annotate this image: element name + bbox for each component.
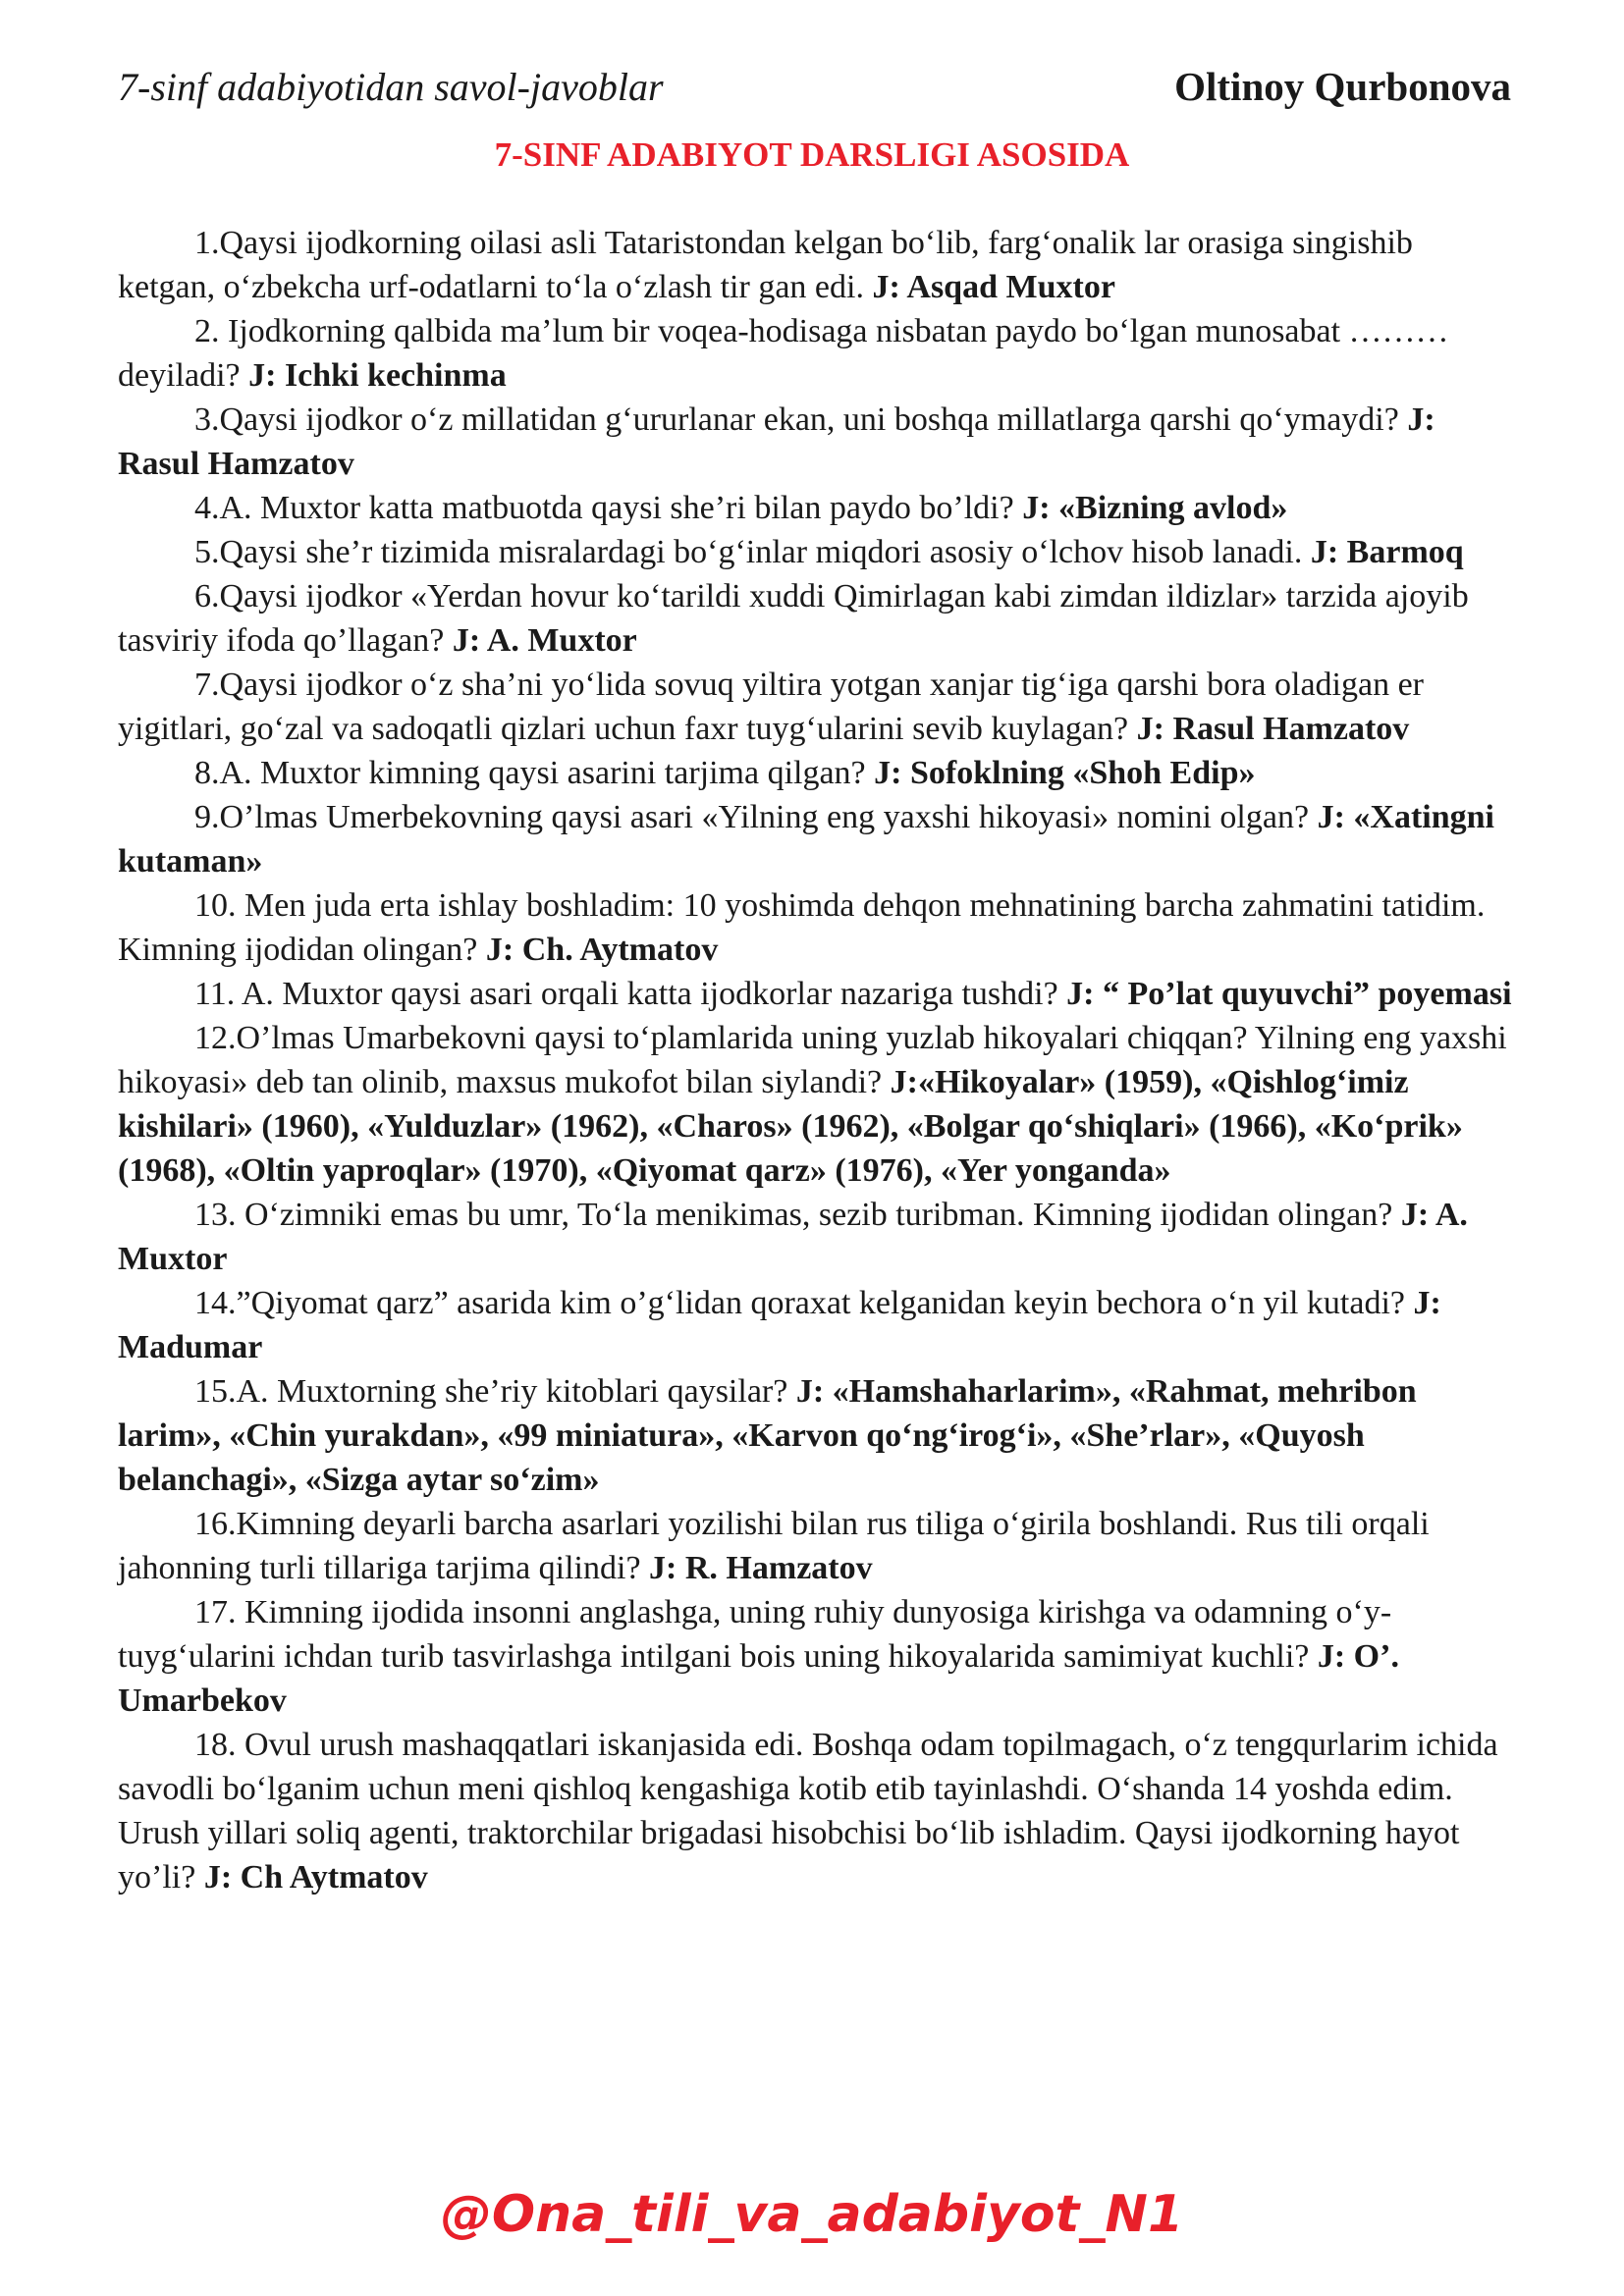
answer-text: J:«Hikoyalar» (1959), «Qishlog‘imiz kishilari» (1960), «Yulduzlar» (1962), «Charos» (1962), «Bolgar qo‘shiqlari» (1966), «Ko‘prik» (1968), «Oltin yaproqlar» (1970), «Qiyomat qarz» (1976), «Yer yonganda» [118,1064,1463,1189]
question-text: 16.Kimning deyarli barcha asarlari yozilishi bilan rus tiliga o‘girila boshlandi. Rus tili orqali jahonning turli tillariga tarjima qilindi? [118,1506,1430,1586]
qa-item [118,972,1512,1016]
qa-item [118,1281,1512,1369]
qa-item [118,486,1512,530]
answer-text: J: Sofoklning «Shoh Edip» [874,755,1256,791]
answer-text: J: R. Hamzatov [649,1550,873,1586]
answer-text: J: Ch. Aytmatov [485,932,719,968]
question-text: 2. Ijodkorning qalbida ma’lum bir voqea-hodisaga nisbatan paydo bo‘lgan munosabat ………deyiladi? [118,313,1449,394]
question-text: 7.Qaysi ijodkor o‘z sha’ni yo‘lida sovuq yiltira yotgan xanjar tig‘iga qarshi bora oladigan er yigitlari, go‘zal va sadoqatli qizlari uchun faxr tuyg‘ularini sevib kuylagan? [118,667,1425,747]
question-text: 15.A. Muxtorning she’riy kitoblari qaysilar? [194,1373,796,1410]
header-author: Oltinoy Qurbonova [1174,64,1511,109]
answer-text: J: Rasul Hamzatov [1136,711,1410,747]
qa-item [118,574,1512,663]
qa-item [118,398,1512,486]
qa-item [118,221,1512,309]
answer-text: J: “ Po’lat quyuvchi” poyemasi [1066,976,1512,1012]
qa-list [118,221,1512,1899]
question-text: 4.A. Muxtor katta matbuotda qaysi she’ri bilan paydo bo’ldi? [194,490,1023,526]
answer-text: J: «Bizning avlod» [1022,490,1288,526]
answer-text: J: «Hamshaharlarim», «Rahmat, mehribon larim», «Chin yurakdan», «99 miniatura», «Karvon qo‘ng‘irog‘i», «She’rlar», «Quyosh belanchagi», «Sizga aytar so‘zim» [118,1373,1417,1498]
question-text: 3.Qaysi ijodkor o‘z millatidan g‘ururlanar ekan, uni boshqa millatlarga qarshi qo‘ymaydi? [194,401,1408,438]
question-text: 12.O’lmas Umarbekovni qaysi to‘plamlarida uning yuzlab hikoyalari chiqqan? Yilning eng yaxshi hikoyasi» deb tan olinib, maxsus mukofot bilan siylandi? [118,1020,1507,1100]
question-text: 5.Qaysi she’r tizimida misralardagi bo‘g‘inlar miqdori asosiy o‘lchov hisob lanadi. [194,534,1311,570]
question-text: 17. Kimning ijodida insonni anglashga, uning ruhiy dunyosiga kirishga va odamning o‘y-tuyg‘ularini ichdan turib tasvirlashga intilgani bois uning hikoyalarida samimiyat kuchli? [118,1594,1392,1675]
qa-item [118,1723,1512,1899]
qa-item [118,1016,1512,1193]
answer-text: J: Ichki kechinma [248,357,507,394]
question-text: 18. Ovul urush mashaqqatlari iskanjasida edi. Boshqa odam topilmagach, o‘z tengqurlarim ichida savodli bo‘lganim uchun meni qishloq kengashiga kotib etib tayinlashdi. O‘shanda 14 yoshda edim. Urush yillari soliq agenti, traktorchilar brigadasi hisobchisi bo‘lib ishladim. Qaysi ijodkorning hayot yo’li? [118,1727,1498,1896]
answer-text: J: Rasul Hamzatov [118,401,1435,482]
question-text: 10. Men juda erta ishlay boshladim: 10 yoshimda dehqon mehnatining barcha zahmatini tatidim. Kimning ijodidan olingan? [118,887,1486,968]
answer-text: J: O’. Umarbekov [118,1638,1399,1719]
answer-text: J: Madumar [118,1285,1441,1365]
qa-item [118,530,1512,574]
question-text: 6.Qaysi ijodkor «Yerdan hovur ko‘tarildi xuddi Qimirlagan kabi zimdan ildizlar» tarzida ajoyib tasviriy ifoda qo’llagan? [118,578,1469,659]
qa-item [118,1193,1512,1281]
qa-item [118,751,1512,795]
question-text: 1.Qaysi ijodkorning oilasi asli Tataristondan kelgan bo‘lib, farg‘onalik lar orasiga singishib ketgan, o‘zbekcha urf-odatlarni to‘la o‘zlash tir gan edi. [118,225,1413,305]
answer-text: J: Barmoq [1310,534,1464,570]
qa-item [118,309,1512,398]
qa-item [118,795,1512,883]
qa-item [118,1502,1512,1590]
page-title: 7-SINF ADABIYOT DARSLIGI ASOSIDA [494,135,1130,174]
answer-text: J: A. Muxtor [452,622,637,659]
answer-text: J: Asqad Muxtor [872,269,1115,305]
answer-text: J: A. Muxtor [118,1197,1468,1277]
answer-text: J: Ch Aytmatov [203,1859,428,1896]
footer-channel-handle: @Ona_tili_va_adabiyot_N1 [440,2185,1184,2244]
answer-text: J: «Xatingni kutaman» [118,799,1494,880]
question-text: 13. O‘zimniki emas bu umr, To‘la menikimas, sezib turibman. Kimning ijodidan olingan? [194,1197,1401,1233]
qa-item [118,1590,1512,1723]
page-header [118,57,1511,116]
question-text: 14.”Qiyomat qarz” asarida kim o’g‘lidan qoraxat kelganidan keyin bechora o‘n yil kutadi? [194,1285,1414,1321]
qa-item [118,883,1512,972]
qa-item [118,663,1512,751]
question-text: 8.A. Muxtor kimning qaysi asarini tarjima qilgan? [194,755,875,791]
question-text: 9.O’lmas Umerbekovning qaysi asari «Yilning eng yaxshi hikoyasi» nomini olgan? [194,799,1318,835]
qa-item [118,1369,1512,1502]
header-subject: 7-sinf adabiyotidan savol-javoblar [118,64,664,109]
question-text: 11. A. Muxtor qaysi asari orqali katta ijodkorlar nazariga tushdi? [194,976,1067,1012]
